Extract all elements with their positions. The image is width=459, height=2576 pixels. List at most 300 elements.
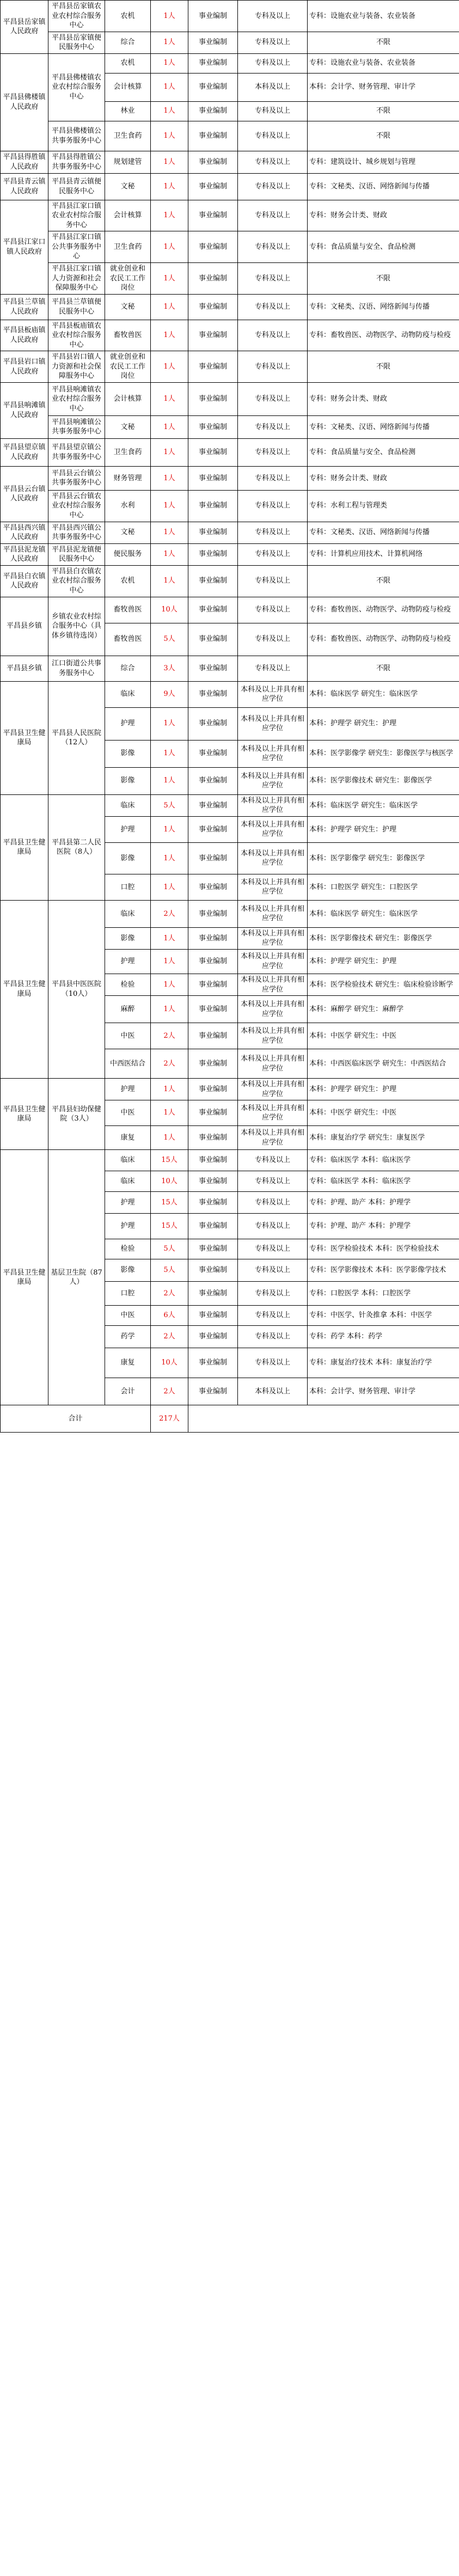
post-cell: 中医 xyxy=(105,1306,151,1326)
staffing-type-cell: 事业编制 xyxy=(188,767,238,794)
headcount-cell: 5人 xyxy=(151,623,188,656)
education-cell: 专科及以上 xyxy=(238,53,308,73)
staffing-type-cell: 事业编制 xyxy=(188,1126,238,1150)
unit-cell: 平昌县佛楼镇农业农村综合服务中心 xyxy=(48,53,105,121)
unit-cell: 平昌县岳家镇农业农村综合服务中心 xyxy=(48,1,105,32)
post-cell: 口腔 xyxy=(105,1282,151,1306)
post-cell: 林业 xyxy=(105,101,151,121)
major-requirement-cell: 专科：文秘类、汉语、网络新闻与传播 xyxy=(308,173,459,200)
unit-cell: 平昌县西兴镇公共事务服务中心 xyxy=(48,522,105,543)
unit-cell: 平昌县云台镇公共事务服务中心 xyxy=(48,466,105,490)
major-requirement-cell: 本科：护理学 研究生：护理 xyxy=(308,949,459,974)
education-cell: 专科及以上 xyxy=(238,1239,308,1259)
education-cell: 本科及以上并具有相应学位 xyxy=(238,740,308,767)
headcount-cell: 1人 xyxy=(151,121,188,151)
headcount-cell: 1人 xyxy=(151,73,188,101)
post-cell: 畜牧兽医 xyxy=(105,320,151,351)
headcount-cell: 1人 xyxy=(151,438,188,466)
post-cell: 临床 xyxy=(105,681,151,707)
post-cell: 护理 xyxy=(105,816,151,842)
staffing-type-cell: 事业编制 xyxy=(188,740,238,767)
staffing-type-cell: 事业编制 xyxy=(188,656,238,681)
table-row xyxy=(1,351,459,383)
education-cell: 专科及以上 xyxy=(238,151,308,173)
education-cell: 本科及以上并具有相应学位 xyxy=(238,927,308,949)
post-cell: 农机 xyxy=(105,565,151,597)
staffing-type-cell: 事业编制 xyxy=(188,320,238,351)
major-requirement-cell: 专科：设施农业与装备、农业装备 xyxy=(308,1,459,32)
headcount-cell: 1人 xyxy=(151,32,188,53)
major-requirement-cell: 本科：医学影像技术 研究生：影像医学 xyxy=(308,927,459,949)
headcount-cell: 10人 xyxy=(151,1171,188,1192)
table-row xyxy=(1,1150,459,1171)
unit-cell: 平昌县得胜镇公共事务服务中心 xyxy=(48,151,105,173)
post-cell: 护理 xyxy=(105,707,151,740)
unit-cell: 平昌县板庙镇农业农村综合服务中心 xyxy=(48,320,105,351)
unit-cell: 平昌县岳家镇便民服务中心 xyxy=(48,32,105,53)
major-requirement-cell: 专科：计算机应用技术、计算机网络 xyxy=(308,543,459,565)
education-cell: 本科及以上并具有相应学位 xyxy=(238,816,308,842)
post-cell: 康复 xyxy=(105,1126,151,1150)
department-cell: 平昌县泥龙镇人民政府 xyxy=(1,543,48,565)
major-requirement-cell: 本科：临床医学 研究生：临床医学 xyxy=(308,681,459,707)
staffing-type-cell: 事业编制 xyxy=(188,1239,238,1259)
total-row xyxy=(1,1405,459,1433)
staffing-type-cell: 事业编制 xyxy=(188,707,238,740)
major-requirement-cell: 专科：食品质量与安全、食品检测 xyxy=(308,231,459,263)
education-cell: 本科及以上并具有相应学位 xyxy=(238,900,308,927)
headcount-cell: 1人 xyxy=(151,543,188,565)
unit-cell: 平昌县白衣镇农业农村综合服务中心 xyxy=(48,565,105,597)
major-requirement-cell: 专科：畜牧兽医、动物医学、动物防疫与检疫 xyxy=(308,597,459,623)
post-cell: 卫生食药 xyxy=(105,438,151,466)
headcount-cell: 1人 xyxy=(151,382,188,415)
education-cell: 专科及以上 xyxy=(238,1282,308,1306)
major-requirement-cell: 本科：护理学 研究生：护理 xyxy=(308,816,459,842)
major-requirement-cell: 本科：医学影像学 研究生：影像医学 xyxy=(308,842,459,874)
headcount-cell: 1人 xyxy=(151,927,188,949)
table-row xyxy=(1,320,459,351)
post-cell: 财务管理 xyxy=(105,466,151,490)
unit-cell: 平昌县江家口镇人力资源和社会保障服务中心 xyxy=(48,263,105,295)
major-requirement-cell: 本科：临床医学 研究生：临床医学 xyxy=(308,794,459,816)
headcount-cell: 2人 xyxy=(151,900,188,927)
education-cell: 专科及以上 xyxy=(238,1150,308,1171)
staffing-type-cell: 事业编制 xyxy=(188,597,238,623)
table-row xyxy=(1,121,459,151)
major-requirement-cell: 专科：康复治疗技术 本科：康复治疗学 xyxy=(308,1348,459,1378)
table-row xyxy=(1,565,459,597)
education-cell: 本科及以上并具有相应学位 xyxy=(238,842,308,874)
education-cell: 专科及以上 xyxy=(238,1171,308,1192)
staffing-type-cell: 事业编制 xyxy=(188,73,238,101)
major-requirement-cell: 本科：会计学、财务管理、审计学 xyxy=(308,1378,459,1405)
unit-cell: 乡镇农业农村综合服务中心（具体乡镇待选岗） xyxy=(48,597,105,656)
education-cell: 专科及以上 xyxy=(238,121,308,151)
staffing-type-cell: 事业编制 xyxy=(188,438,238,466)
staffing-type-cell: 事业编制 xyxy=(188,382,238,415)
education-cell: 专科及以上 xyxy=(238,565,308,597)
major-requirement-cell: 本科：护理学 研究生：护理 xyxy=(308,1079,459,1100)
table-row xyxy=(1,382,459,415)
headcount-cell: 1人 xyxy=(151,466,188,490)
post-cell: 农机 xyxy=(105,53,151,73)
department-cell: 平昌县乡镇 xyxy=(1,656,48,681)
headcount-cell: 1人 xyxy=(151,565,188,597)
headcount-cell: 1人 xyxy=(151,351,188,383)
education-cell: 本科及以上并具有相应学位 xyxy=(238,974,308,995)
unit-cell: 平昌县妇幼保健院（3人） xyxy=(48,1079,105,1150)
staffing-type-cell: 事业编制 xyxy=(188,543,238,565)
education-cell: 专科及以上 xyxy=(238,490,308,522)
headcount-cell: 1人 xyxy=(151,974,188,995)
department-cell: 平昌县卫生健康局 xyxy=(1,794,48,900)
headcount-cell: 1人 xyxy=(151,53,188,73)
headcount-cell: 1人 xyxy=(151,1079,188,1100)
headcount-cell: 1人 xyxy=(151,522,188,543)
table-row xyxy=(1,32,459,53)
headcount-cell: 1人 xyxy=(151,490,188,522)
post-cell: 影像 xyxy=(105,927,151,949)
headcount-cell: 1人 xyxy=(151,1,188,32)
staffing-type-cell: 事业编制 xyxy=(188,1306,238,1326)
post-cell: 就业创业和农民工工作岗位 xyxy=(105,351,151,383)
staffing-type-cell: 事业编制 xyxy=(188,1348,238,1378)
post-cell: 综合 xyxy=(105,32,151,53)
headcount-cell: 10人 xyxy=(151,1348,188,1378)
unit-cell: 基层卫生院（87人） xyxy=(48,1150,105,1405)
table-row xyxy=(1,415,459,438)
unit-cell: 平昌县响滩镇公共事务服务中心 xyxy=(48,415,105,438)
department-cell: 平昌县响滩镇人民政府 xyxy=(1,382,48,438)
post-cell: 中医 xyxy=(105,1023,151,1049)
major-requirement-cell: 本科：中医学 研究生：中医 xyxy=(308,1100,459,1126)
major-requirement-cell: 专科：文秘类、汉语、网络新闻与传播 xyxy=(308,415,459,438)
staffing-type-cell: 事业编制 xyxy=(188,1171,238,1192)
major-requirement-cell: 不限 xyxy=(308,32,459,53)
total-blank-cell xyxy=(188,1405,459,1433)
department-cell: 平昌县白衣镇人民政府 xyxy=(1,565,48,597)
post-cell: 规划建管 xyxy=(105,151,151,173)
unit-cell: 平昌县响滩镇农业农村综合服务中心 xyxy=(48,382,105,415)
headcount-cell: 10人 xyxy=(151,597,188,623)
major-requirement-cell: 本科：会计学、财务管理、审计学 xyxy=(308,73,459,101)
headcount-cell: 1人 xyxy=(151,200,188,231)
headcount-cell: 2人 xyxy=(151,1326,188,1348)
headcount-cell: 1人 xyxy=(151,1100,188,1126)
department-cell: 平昌县青云镇人民政府 xyxy=(1,173,48,200)
headcount-cell: 2人 xyxy=(151,1049,188,1079)
major-requirement-cell: 本科：中西医临床医学 研究生：中西医结合 xyxy=(308,1049,459,1079)
post-cell: 护理 xyxy=(105,1079,151,1100)
major-requirement-cell: 不限 xyxy=(308,121,459,151)
headcount-cell: 1人 xyxy=(151,415,188,438)
major-requirement-cell: 不限 xyxy=(308,263,459,295)
headcount-cell: 15人 xyxy=(151,1214,188,1239)
post-cell: 检验 xyxy=(105,974,151,995)
headcount-cell: 3人 xyxy=(151,656,188,681)
staffing-type-cell: 事业编制 xyxy=(188,794,238,816)
headcount-cell: 1人 xyxy=(151,767,188,794)
major-requirement-cell: 专科：食品质量与安全、食品检测 xyxy=(308,438,459,466)
staffing-type-cell: 事业编制 xyxy=(188,974,238,995)
post-cell: 临床 xyxy=(105,900,151,927)
headcount-cell: 1人 xyxy=(151,101,188,121)
unit-cell: 平昌县泥龙镇便民服务中心 xyxy=(48,543,105,565)
staffing-type-cell: 事业编制 xyxy=(188,681,238,707)
post-cell: 文秘 xyxy=(105,522,151,543)
education-cell: 专科及以上 xyxy=(238,294,308,320)
headcount-cell: 1人 xyxy=(151,816,188,842)
department-cell: 平昌县望京镇人民政府 xyxy=(1,438,48,466)
major-requirement-cell: 专科：设施农业与装备、农业装备 xyxy=(308,53,459,73)
table-row xyxy=(1,438,459,466)
major-requirement-cell: 专科：畜牧兽医、动物医学、动物防疫与检疫 xyxy=(308,320,459,351)
unit-cell: 平昌县岩口镇人力资源和社会保障服务中心 xyxy=(48,351,105,383)
education-cell: 本科及以上并具有相应学位 xyxy=(238,1079,308,1100)
unit-cell: 平昌县望京镇公共事务服务中心 xyxy=(48,438,105,466)
post-cell: 临床 xyxy=(105,1171,151,1192)
post-cell: 康复 xyxy=(105,1348,151,1378)
table-row xyxy=(1,173,459,200)
staffing-type-cell: 事业编制 xyxy=(188,1,238,32)
unit-cell: 平昌县江家口镇农业农村综合服务中心 xyxy=(48,200,105,231)
post-cell: 护理 xyxy=(105,1192,151,1214)
staffing-type-cell: 事业编制 xyxy=(188,1259,238,1282)
staffing-type-cell: 事业编制 xyxy=(188,121,238,151)
staffing-type-cell: 事业编制 xyxy=(188,996,238,1023)
total-label: 合计 xyxy=(1,1405,151,1433)
post-cell: 会计核算 xyxy=(105,200,151,231)
department-cell: 平昌县乡镇 xyxy=(1,597,48,656)
post-cell: 影像 xyxy=(105,740,151,767)
education-cell: 本科及以上并具有相应学位 xyxy=(238,996,308,1023)
headcount-cell: 2人 xyxy=(151,1282,188,1306)
education-cell: 专科及以上 xyxy=(238,597,308,623)
staffing-type-cell: 事业编制 xyxy=(188,623,238,656)
education-cell: 专科及以上 xyxy=(238,543,308,565)
education-cell: 本科及以上并具有相应学位 xyxy=(238,767,308,794)
major-requirement-cell: 不限 xyxy=(308,656,459,681)
staffing-type-cell: 事业编制 xyxy=(188,101,238,121)
education-cell: 专科及以上 xyxy=(238,351,308,383)
table-row xyxy=(1,522,459,543)
headcount-cell: 1人 xyxy=(151,996,188,1023)
education-cell: 专科及以上 xyxy=(238,382,308,415)
table-row xyxy=(1,681,459,707)
headcount-cell: 15人 xyxy=(151,1192,188,1214)
staffing-type-cell: 事业编制 xyxy=(188,522,238,543)
headcount-cell: 1人 xyxy=(151,231,188,263)
post-cell: 检验 xyxy=(105,1239,151,1259)
major-requirement-cell: 专科：药学 本科：药学 xyxy=(308,1326,459,1348)
table-row xyxy=(1,900,459,927)
headcount-cell: 5人 xyxy=(151,1259,188,1282)
major-requirement-cell: 专科：口腔医学 本科：口腔医学 xyxy=(308,1282,459,1306)
headcount-cell: 1人 xyxy=(151,294,188,320)
major-requirement-cell: 本科：医学影像学 研究生：影像医学与核医学 xyxy=(308,740,459,767)
post-cell: 麻醉 xyxy=(105,996,151,1023)
education-cell: 专科及以上 xyxy=(238,466,308,490)
post-cell: 卫生食药 xyxy=(105,231,151,263)
unit-cell: 江口街道公共事务服务中心 xyxy=(48,656,105,681)
major-requirement-cell: 不限 xyxy=(308,101,459,121)
education-cell: 专科及以上 xyxy=(238,101,308,121)
headcount-cell: 1人 xyxy=(151,707,188,740)
education-cell: 本科及以上并具有相应学位 xyxy=(238,949,308,974)
education-cell: 专科及以上 xyxy=(238,1259,308,1282)
post-cell: 会计核算 xyxy=(105,73,151,101)
post-cell: 影像 xyxy=(105,767,151,794)
major-requirement-cell: 专科：医学检验技术 本科：医学检验技术 xyxy=(308,1239,459,1259)
table-row xyxy=(1,656,459,681)
department-cell: 平昌县卫生健康局 xyxy=(1,1079,48,1150)
staffing-type-cell: 事业编制 xyxy=(188,32,238,53)
major-requirement-cell: 本科：医学影像技术 研究生：影像医学 xyxy=(308,767,459,794)
headcount-cell: 5人 xyxy=(151,1239,188,1259)
department-cell: 平昌县西兴镇人民政府 xyxy=(1,522,48,543)
headcount-cell: 15人 xyxy=(151,1150,188,1171)
post-cell: 口腔 xyxy=(105,874,151,900)
major-requirement-cell: 专科：财务会计类、财政 xyxy=(308,200,459,231)
staffing-type-cell: 事业编制 xyxy=(188,1023,238,1049)
major-requirement-cell: 本科：康复治疗学 研究生：康复医学 xyxy=(308,1126,459,1150)
department-cell: 平昌县板庙镇人民政府 xyxy=(1,320,48,351)
education-cell: 本科及以上并具有相应学位 xyxy=(238,1100,308,1126)
major-requirement-cell: 本科：中医学 研究生：中医 xyxy=(308,1023,459,1049)
department-cell: 平昌县江家口镇人民政府 xyxy=(1,200,48,294)
table-row xyxy=(1,794,459,816)
post-cell: 文秘 xyxy=(105,415,151,438)
major-requirement-cell: 专科：财务会计类、财政 xyxy=(308,466,459,490)
post-cell: 影像 xyxy=(105,1259,151,1282)
major-requirement-cell: 不限 xyxy=(308,351,459,383)
unit-cell: 平昌县云台镇农业农村综合服务中心 xyxy=(48,490,105,522)
staffing-type-cell: 事业编制 xyxy=(188,151,238,173)
education-cell: 本科及以上并具有相应学位 xyxy=(238,1126,308,1150)
unit-cell: 平昌县青云镇便民服务中心 xyxy=(48,173,105,200)
post-cell: 临床 xyxy=(105,794,151,816)
post-cell: 护理 xyxy=(105,949,151,974)
table-row xyxy=(1,490,459,522)
education-cell: 专科及以上 xyxy=(238,623,308,656)
headcount-cell: 1人 xyxy=(151,320,188,351)
education-cell: 本科及以上并具有相应学位 xyxy=(238,874,308,900)
post-cell: 畜牧兽医 xyxy=(105,623,151,656)
major-requirement-cell: 专科：文秘类、汉语、网络新闻与传播 xyxy=(308,522,459,543)
headcount-cell: 1人 xyxy=(151,842,188,874)
department-cell: 平昌县佛楼镇人民政府 xyxy=(1,53,48,151)
post-cell: 中医 xyxy=(105,1100,151,1126)
headcount-cell: 6人 xyxy=(151,1306,188,1326)
education-cell: 本科及以上并具有相应学位 xyxy=(238,707,308,740)
headcount-cell: 1人 xyxy=(151,740,188,767)
post-cell: 中西医结合 xyxy=(105,1049,151,1079)
table-row xyxy=(1,466,459,490)
education-cell: 专科及以上 xyxy=(238,1,308,32)
post-cell: 文秘 xyxy=(105,173,151,200)
post-cell: 护理 xyxy=(105,1214,151,1239)
headcount-cell: 1人 xyxy=(151,173,188,200)
table-row xyxy=(1,597,459,623)
total-count: 217人 xyxy=(151,1405,188,1433)
post-cell: 水利 xyxy=(105,490,151,522)
table-row xyxy=(1,294,459,320)
headcount-cell: 2人 xyxy=(151,1378,188,1405)
major-requirement-cell: 专科：护理、助产 本科：护理学 xyxy=(308,1214,459,1239)
post-cell: 临床 xyxy=(105,1150,151,1171)
education-cell: 专科及以上 xyxy=(238,415,308,438)
education-cell: 专科及以上 xyxy=(238,1214,308,1239)
staffing-type-cell: 事业编制 xyxy=(188,466,238,490)
staffing-type-cell: 事业编制 xyxy=(188,949,238,974)
staffing-type-cell: 事业编制 xyxy=(188,351,238,383)
department-cell: 平昌县卫生健康局 xyxy=(1,1150,48,1405)
unit-cell: 平昌县第二人民医院（8人） xyxy=(48,794,105,900)
education-cell: 本科及以上 xyxy=(238,73,308,101)
staffing-type-cell: 事业编制 xyxy=(188,874,238,900)
education-cell: 专科及以上 xyxy=(238,438,308,466)
staffing-type-cell: 事业编制 xyxy=(188,1282,238,1306)
staffing-type-cell: 事业编制 xyxy=(188,1326,238,1348)
staffing-type-cell: 事业编制 xyxy=(188,263,238,295)
staffing-type-cell: 事业编制 xyxy=(188,1214,238,1239)
post-cell: 影像 xyxy=(105,842,151,874)
education-cell: 本科及以上并具有相应学位 xyxy=(238,1049,308,1079)
headcount-cell: 9人 xyxy=(151,681,188,707)
education-cell: 专科及以上 xyxy=(238,1306,308,1326)
staffing-type-cell: 事业编制 xyxy=(188,415,238,438)
department-cell: 平昌县云台镇人民政府 xyxy=(1,466,48,522)
unit-cell: 平昌县人民医院（12人） xyxy=(48,681,105,794)
education-cell: 本科及以上并具有相应学位 xyxy=(238,1023,308,1049)
table-row xyxy=(1,200,459,231)
education-cell: 专科及以上 xyxy=(238,263,308,295)
staffing-type-cell: 事业编制 xyxy=(188,1192,238,1214)
education-cell: 专科及以上 xyxy=(238,32,308,53)
headcount-cell: 5人 xyxy=(151,794,188,816)
table-row xyxy=(1,263,459,295)
major-requirement-cell: 专科：医学影像技术 本科：医学影像学技术 xyxy=(308,1259,459,1282)
staffing-type-cell: 事业编制 xyxy=(188,53,238,73)
unit-cell: 平昌县佛楼镇公共事务服务中心 xyxy=(48,121,105,151)
unit-cell: 平昌县兰草镇便民服务中心 xyxy=(48,294,105,320)
department-cell: 平昌县岳家镇人民政府 xyxy=(1,1,48,54)
table-row xyxy=(1,1,459,32)
post-cell: 会计 xyxy=(105,1378,151,1405)
staffing-type-cell: 事业编制 xyxy=(188,927,238,949)
staffing-type-cell: 事业编制 xyxy=(188,1150,238,1171)
table-row xyxy=(1,1079,459,1100)
post-cell: 畜牧兽医 xyxy=(105,597,151,623)
education-cell: 专科及以上 xyxy=(238,173,308,200)
education-cell: 专科及以上 xyxy=(238,1326,308,1348)
table-row xyxy=(1,543,459,565)
major-requirement-cell: 专科：护理、助产 本科：护理学 xyxy=(308,1192,459,1214)
major-requirement-cell: 本科：护理学 研究生：护理 xyxy=(308,707,459,740)
major-requirement-cell: 专科：财务会计类、财政 xyxy=(308,382,459,415)
major-requirement-cell: 专科：文秘类、汉语、网络新闻与传播 xyxy=(308,294,459,320)
major-requirement-cell: 本科：医学检验技术 研究生：临床检验诊断学 xyxy=(308,974,459,995)
staffing-type-cell: 事业编制 xyxy=(188,565,238,597)
education-cell: 专科及以上 xyxy=(238,522,308,543)
education-cell: 本科及以上 xyxy=(238,1378,308,1405)
education-cell: 专科及以上 xyxy=(238,1348,308,1378)
post-cell: 会计核算 xyxy=(105,382,151,415)
staffing-type-cell: 事业编制 xyxy=(188,1049,238,1079)
staffing-type-cell: 事业编制 xyxy=(188,842,238,874)
major-requirement-cell: 本科：临床医学 研究生：临床医学 xyxy=(308,900,459,927)
